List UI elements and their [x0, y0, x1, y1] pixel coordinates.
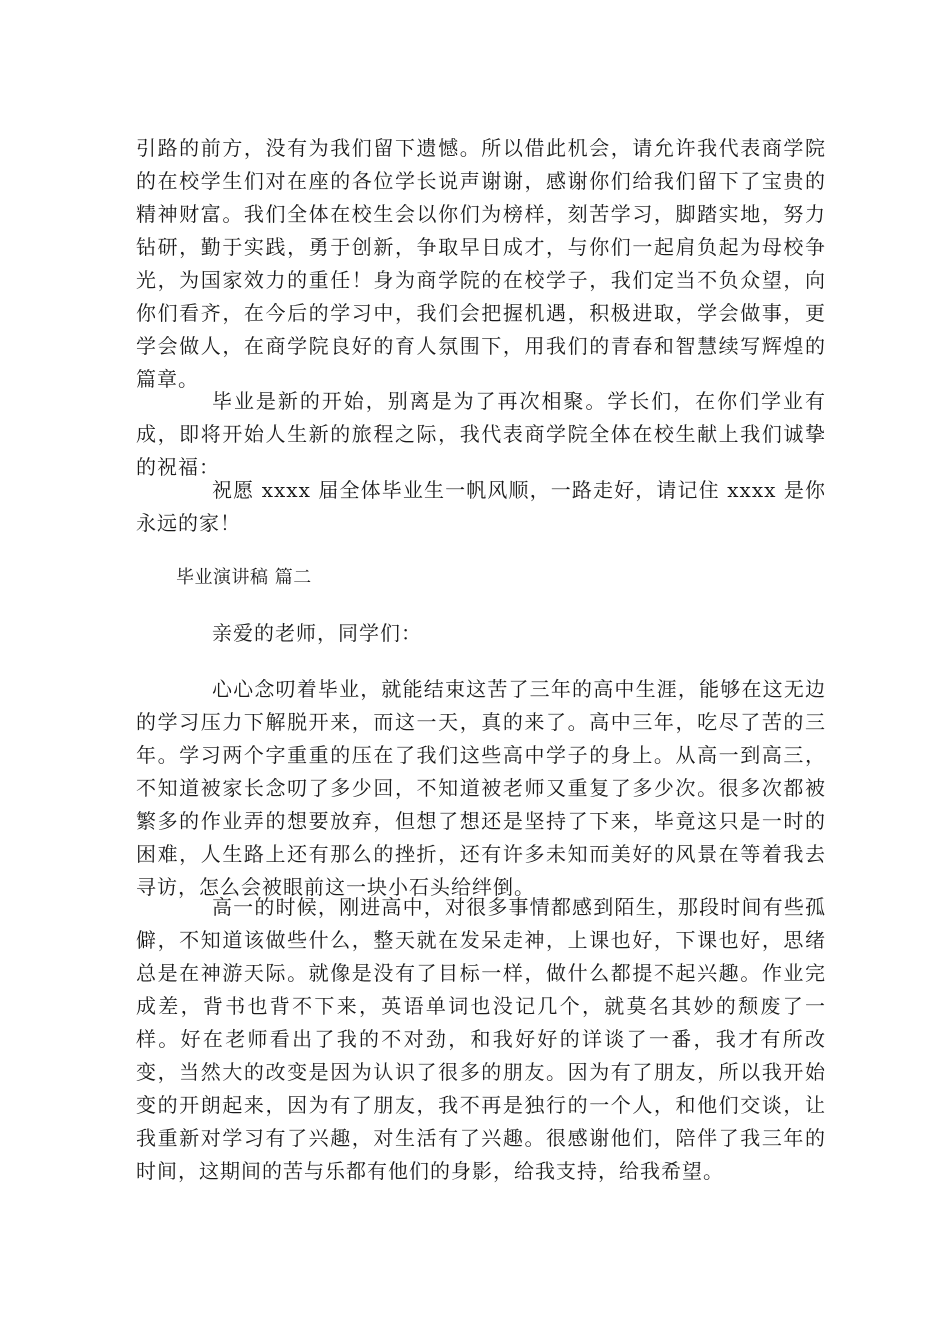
- paragraph-thanks: 引路的前方，没有为我们留下遗憾。所以借此机会，请允许我代表商学院的在校学生们对在座的各位学长说声谢谢，感谢你们给我们留下了宝贵的精神财富。我们全体在校生会以你们为榜样，刻苦学习，脚踏实地，努力钻研，勤于实践，勇于创新，争取早日成才，与你们一起肩负起为母校争光，为国家效力的重任！身为商学院的在校学子，我们定当不负众望，向你们看齐，在今后的学习中，我们会把握机遇，积极进取，学会做事，更学会做人，在商学院良好的育人氛围下，用我们的青春和智慧续写辉煌的篇章。: [136, 136, 826, 391]
- paragraph-graduation: 心心念叨着毕业，就能结束这苦了三年的高中生涯，能够在这无边的学习压力下解脱开来，而这一天，真的来了。高中三年，吃尽了苦的三年。学习两个字重重的压在了我们这些高中学子的身上。从高一到高三，不知道被家长念叨了多少回，不知道被老师又重复了多少次。很多次都被繁多的作业弄的想要放弃，但想了想还是坚持了下来，毕竟这只是一时的困难，人生路上还有那么的挫折，还有许多未知而美好的风景在等着我去寻访，怎么会被眼前这一块小石头给绊倒。: [136, 677, 826, 899]
- paragraph-greeting: 亲爱的老师，同学们：: [212, 621, 422, 645]
- section-heading: 毕业演讲稿 篇二: [176, 567, 312, 588]
- paragraph-blessing-intro: 毕业是新的开始，别离是为了再次相聚。学长们，在你们学业有成，即将开始人生新的旅程之际，我代表商学院全体在校生献上我们诚挚的祝福：: [136, 389, 826, 479]
- paragraph-wish: 祝愿 xxxx 届全体毕业生一帆风顺，一路走好，请记住 xxxx 是你永远的家！: [136, 478, 826, 535]
- paragraph-freshman-year: 高一的时候，刚进高中，对很多事情都感到陌生，那段时间有些孤僻，不知道该做些什么，整天就在发呆走神，上课也好，下课也好，思绪总是在神游天际。就像是没有了目标一样，做什么都提不起兴趣。作业完成差，背书也背不下来，英语单词也没记几个，就莫名其妙的颓废了一样。好在老师看出了我的不对劲，和我好好的详谈了一番，我才有所改变，当然大的改变是因为认识了很多的朋友。因为有了朋友，所以我开始变的开朗起来，因为有了朋友，我不再是独行的一个人，和他们交谈，让我重新对学习有了兴趣，对生活有了兴趣。很感谢他们，陪伴了我三年的时间，这期间的苦与乐都有他们的身影，给我支持，给我希望。: [136, 895, 826, 1183]
